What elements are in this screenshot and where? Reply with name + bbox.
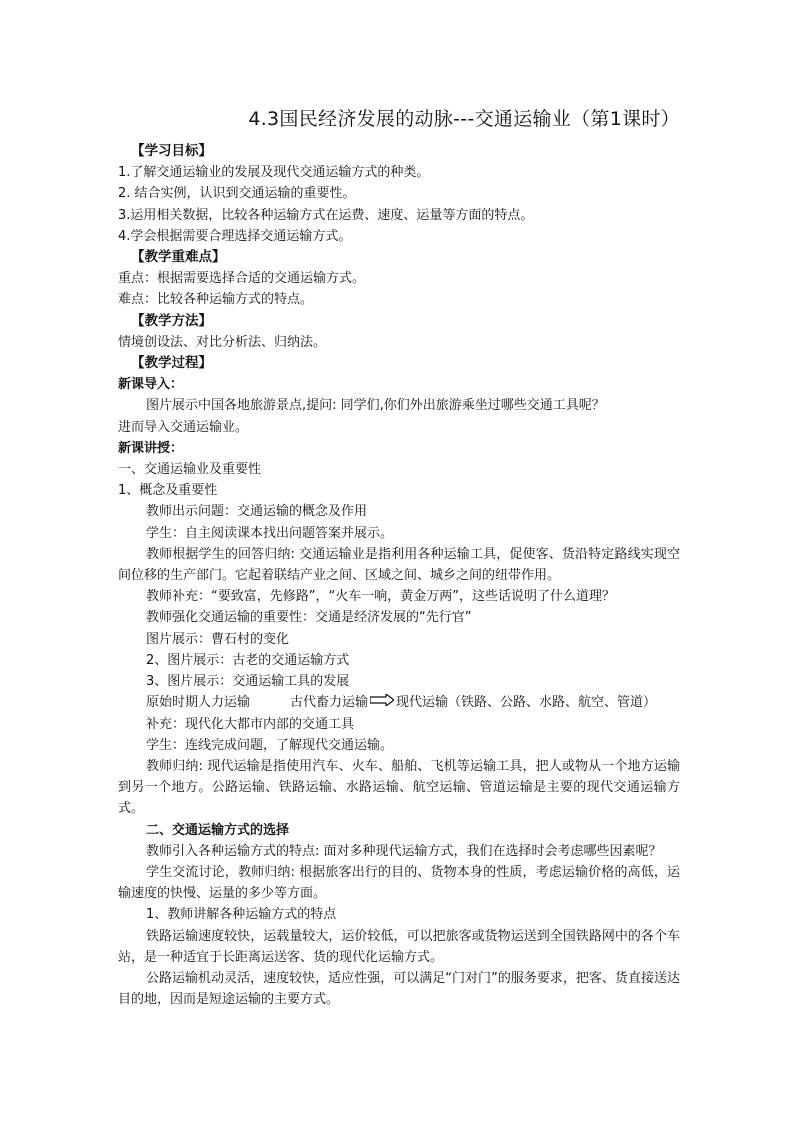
goal-item: 2. 结合实例，认识到交通运输的重要性。 (118, 186, 356, 202)
part1-sub3: 3、图片展示：交通运输工具的发展 (146, 674, 350, 690)
part1-heading: 一、交通运输业及重要性 (118, 462, 262, 478)
intro-label: 新课导入： (118, 377, 184, 393)
page-title: 4.3国民经济发展的动脉---交通运输业（第1课时） (248, 108, 680, 130)
lecture-label: 新课讲授： (118, 440, 184, 456)
process-heading: 【教学过程】 (131, 355, 212, 372)
supplement-city: 补充：现代化大都市内部的交通工具 (146, 716, 355, 732)
picture-village: 图片展示：曹石村的变化 (146, 631, 290, 647)
student-reading: 学生：自主阅读课本找出问题答案并展示。 (146, 525, 394, 541)
teacher-summary: 教师根据学生的回答归纳: 交通运输业是指利用各种运输工具，促使客、货沿特定路线实现空间位移的生产部门。它起着联结产业之间、区域之间、城乡之间的纽带作用。 (118, 546, 680, 584)
keypoint-text: 重点：根据需要选择合适的交通运输方式。 (118, 271, 366, 287)
keypoints-heading: 【教学重难点】 (131, 249, 226, 266)
student-linking: 学生：连线完成问题，了解现代交通运输。 (146, 737, 394, 753)
evo-stage-2: 古代畜力运输 (290, 695, 369, 711)
evo-stage-1: 原始时期人力运输 (146, 695, 251, 711)
part1-sub2: 2、图片展示：古老的交通运输方式 (146, 652, 350, 668)
student-discussion: 学生交流讨论，教师归纳: 根据旅客出行的目的、货物本身的性质，考虑运输价格的高低，运输速度的快慢、运量的多少等方面。 (118, 865, 680, 902)
methods-heading: 【教学方法】 (131, 312, 212, 329)
teacher-question: 教师出示问题：交通运输的概念及作用 (146, 504, 368, 520)
goals-heading: 【学习目标】 (131, 143, 212, 159)
teacher-stress: 教师强化交通运输的重要性：交通是经济发展的“先行官” (146, 610, 472, 626)
teacher-modern-summary: 教师归纳: 现代运输是指使用汽车、火车、船舶、飞机等运输工具，把人或物从一个地方运输到另一个地方。公路运输、铁路运输、水路运输、航空运输、管道运输是主要的现代交通运输方式。 (118, 759, 680, 817)
part2-sub1: 1、教师讲解各种运输方式的特点 (146, 907, 337, 923)
rail-transport: 铁路运输速度较快，运载量较大，运价较低，可以把旅客或货物运送到全国铁路网中的各个车站，是一种适宜于长距离运送客、货的现代化运输方式。 (118, 928, 680, 965)
methods-text: 情境创设法、对比分析法、归纳法。 (118, 334, 327, 350)
goal-item: 4.学会根据需要合理选择交通运输方式。 (118, 228, 352, 244)
goal-item: 1.了解交通运输业的发展及现代交通运输方式的种类。 (118, 165, 430, 181)
part2-heading: 二、交通运输方式的选择 (146, 822, 290, 838)
part1-sub1: 1、概念及重要性 (118, 483, 218, 499)
road-transport: 公路运输机动灵活，速度较快，适应性强，可以满足“门对门”的服务要求，把客、货直接送达目的地，因而是短途运输的主要方式。 (118, 971, 680, 1008)
goal-item: 3.运用相关数据，比较各种运输方式在运费、速度、运量等方面的特点。 (118, 207, 534, 223)
teacher-supplement: 教师补充：“要致富，先修路”，“火车一响，黄金万两”，这些话说明了什么道理？ (146, 589, 615, 605)
intro-text: 图片展示中国各地旅游景点,提问: 同学们,你们外出旅游乘坐过哪些交通工具呢？ (146, 398, 605, 414)
teacher-intro-2: 教师引入各种运输方式的特点: 面对多种现代运输方式，我们在选择时会考虑哪些因素呢？ (146, 843, 662, 859)
transport-evolution (118, 692, 680, 713)
difficulty-text: 难点：比较各种运输方式的特点。 (118, 292, 314, 308)
arrow-right-icon (370, 692, 394, 713)
document-page (118, 104, 680, 1010)
intro-text-2: 进而导入交通运输业。 (118, 419, 249, 435)
evo-stage-3: 现代运输（铁路、公路、水路、航空、管道） (396, 695, 657, 711)
